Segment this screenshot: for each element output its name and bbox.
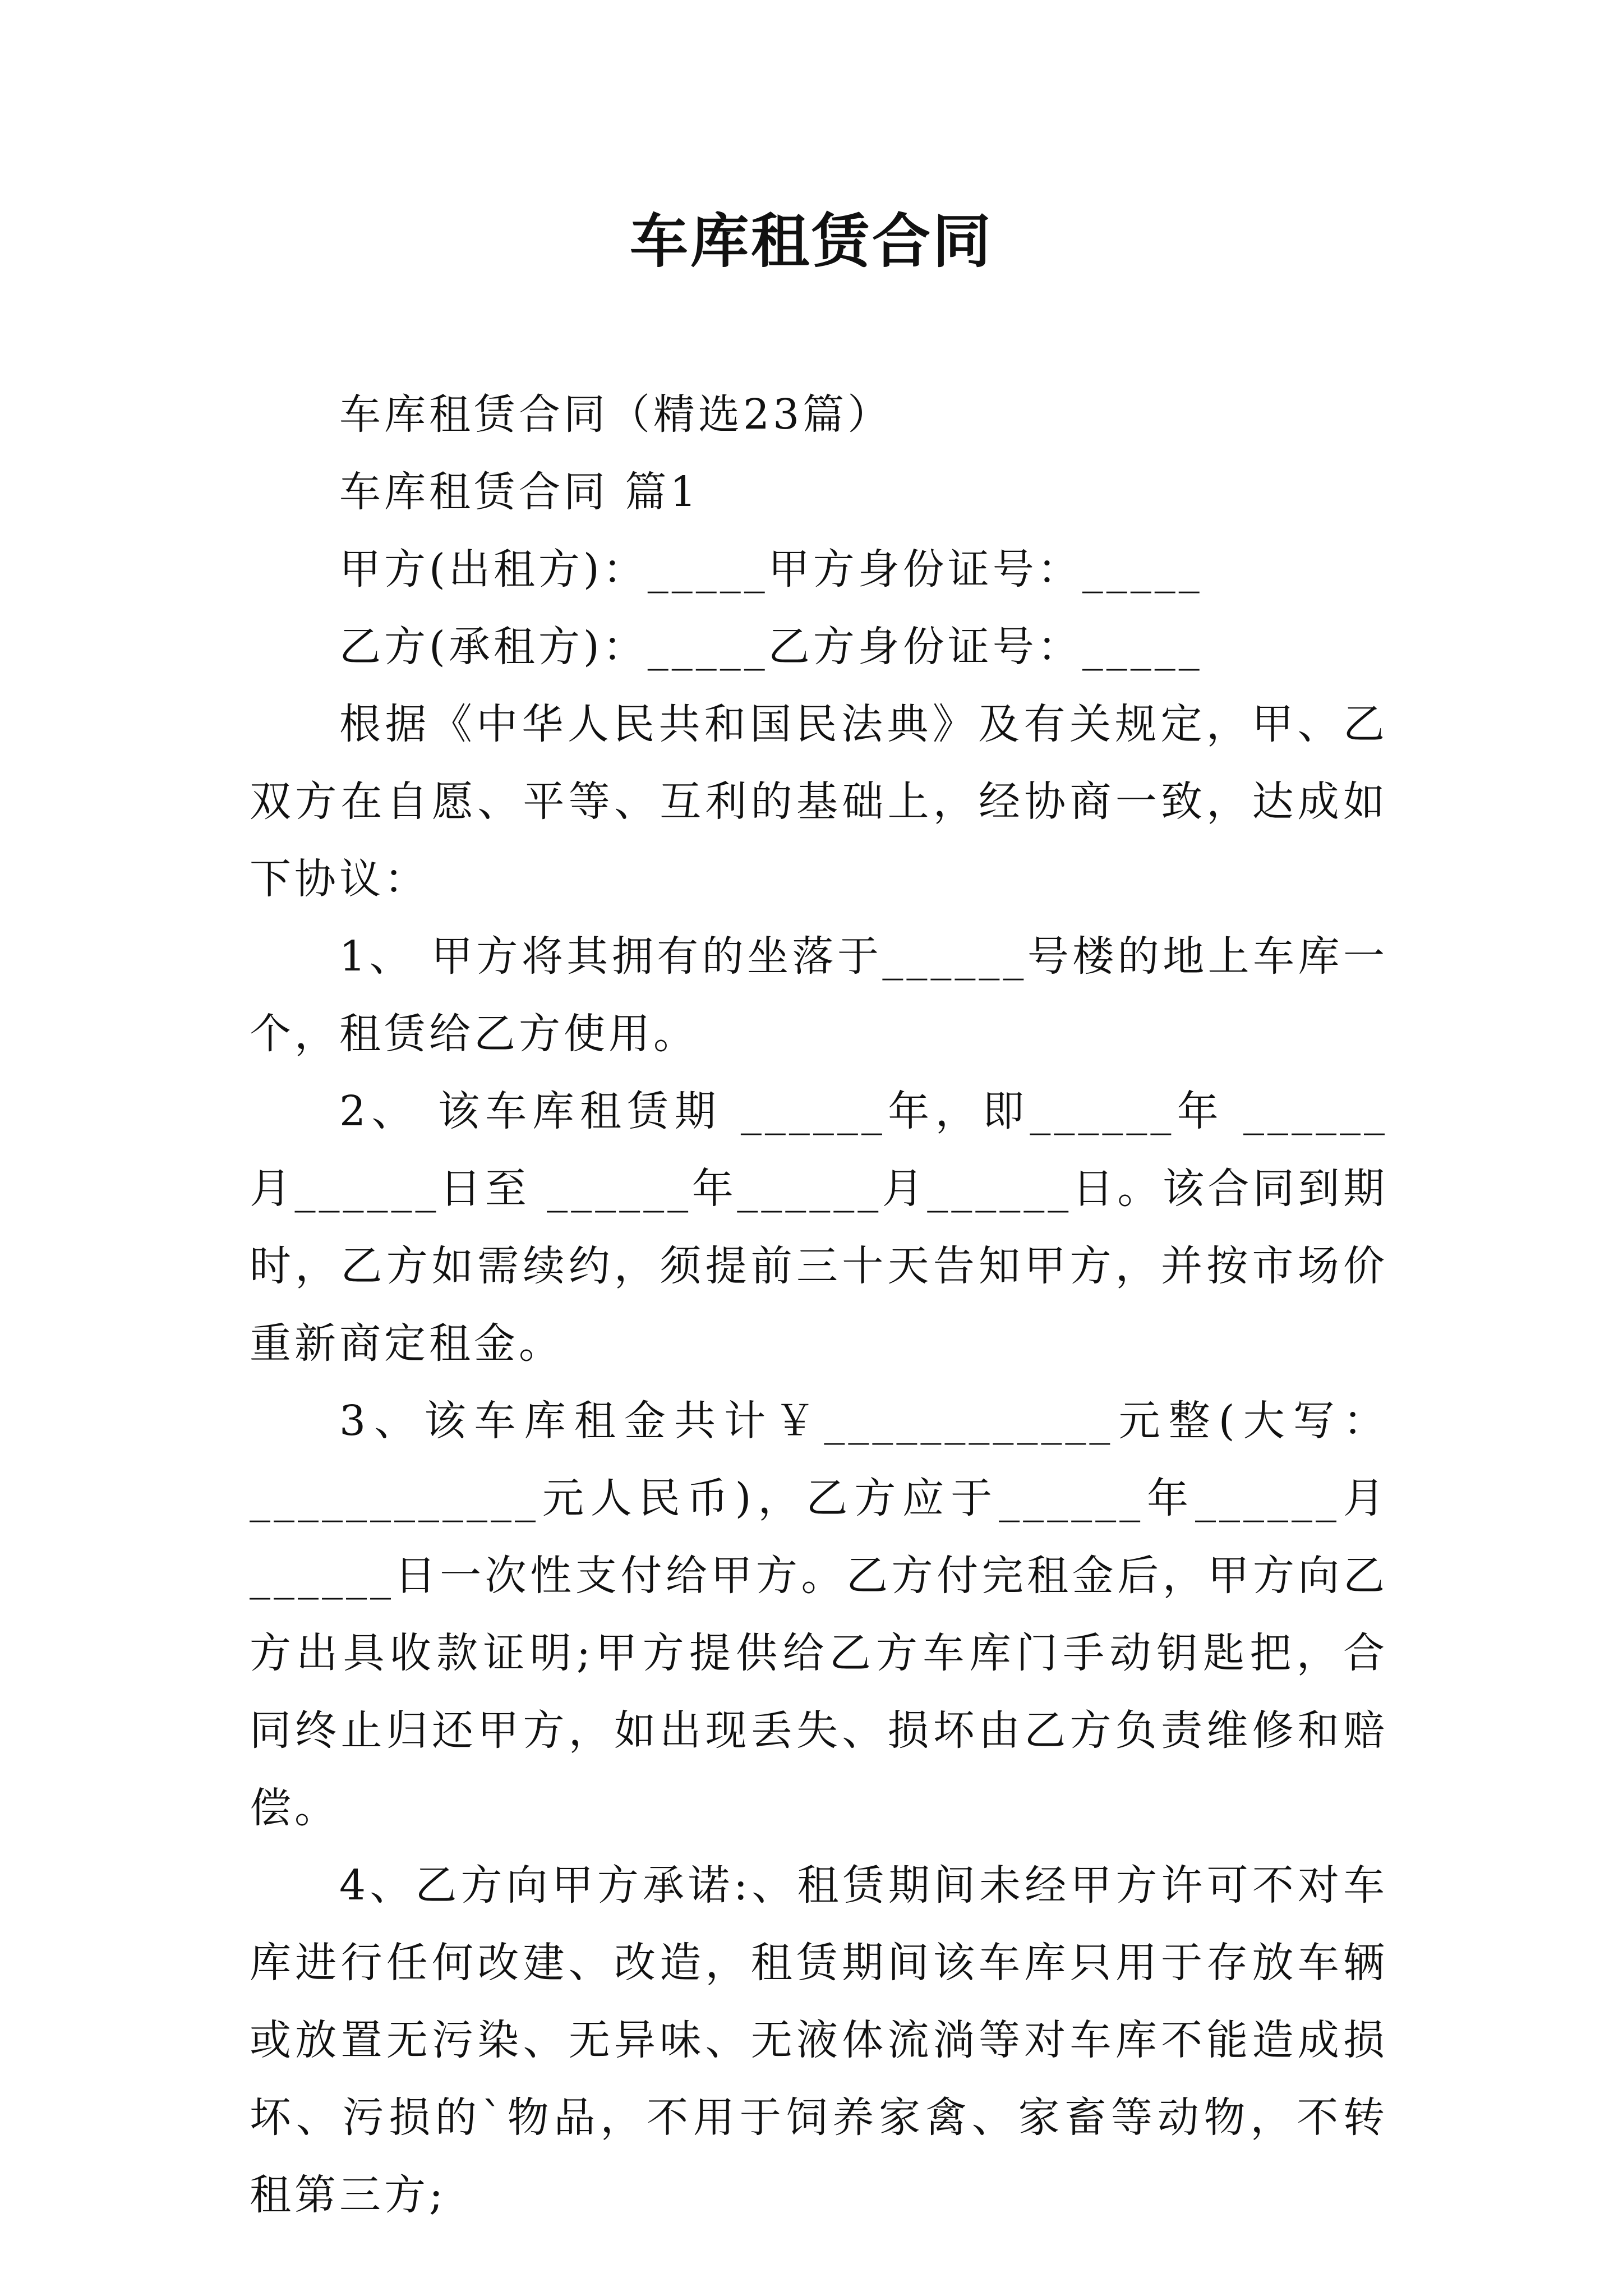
paragraph-party-b: 乙方(承租方)：_____乙方身份证号：_____ xyxy=(339,623,1203,671)
document-body xyxy=(250,376,1388,2234)
paragraph-clause-3: 3、该车库租金共计￥____________元整(大写：____________元人民币)，乙方应于______年______月______日一次性支付给甲方。乙方付完租金后，甲方向乙方出具收款证明;甲方提供给乙方车库门手动钥匙把，合同终止归还甲方，如出现丢失、损坏由乙方负责维修和赔偿。 xyxy=(250,1397,1388,1832)
paragraph-preamble: 根据《中华人民共和国民法典》及有关规定，甲、乙双方在自愿、平等、互利的基础上，经协商一致，达成如下协议： xyxy=(250,700,1388,903)
paragraph-section-heading: 车库租赁合同 篇1 xyxy=(339,468,700,516)
paragraph-clause-4: 4、乙方向甲方承诺:、租赁期间未经甲方许可不对车库进行任何改建、改造，租赁期间该车库只用于存放车辆或放置无污染、无异味、无液体流淌等对车库不能造成损坏、污损的`物品，不用于饲养家禽、家畜等动物，不转租第三方; xyxy=(250,1861,1388,2219)
document-title: 车库租赁合同 xyxy=(629,206,993,275)
paragraph-subtitle: 车库租赁合同（精选23篇） xyxy=(339,390,893,439)
paragraph-clause-1: 1、 甲方将其拥有的坐落于______号楼的地上车库一个，租赁给乙方使用。 xyxy=(250,932,1388,1058)
paragraph-party-a: 甲方(出租方)：_____甲方身份证号：_____ xyxy=(339,545,1203,593)
paragraph-clause-2: 2、 该车库租赁期 ______年，即______年 ______月______日至 ______年______月______日。该合同到期时，乙方如需续约，须提前三十天告知甲方，并按市场价重新商定租金。 xyxy=(250,1087,1388,1368)
